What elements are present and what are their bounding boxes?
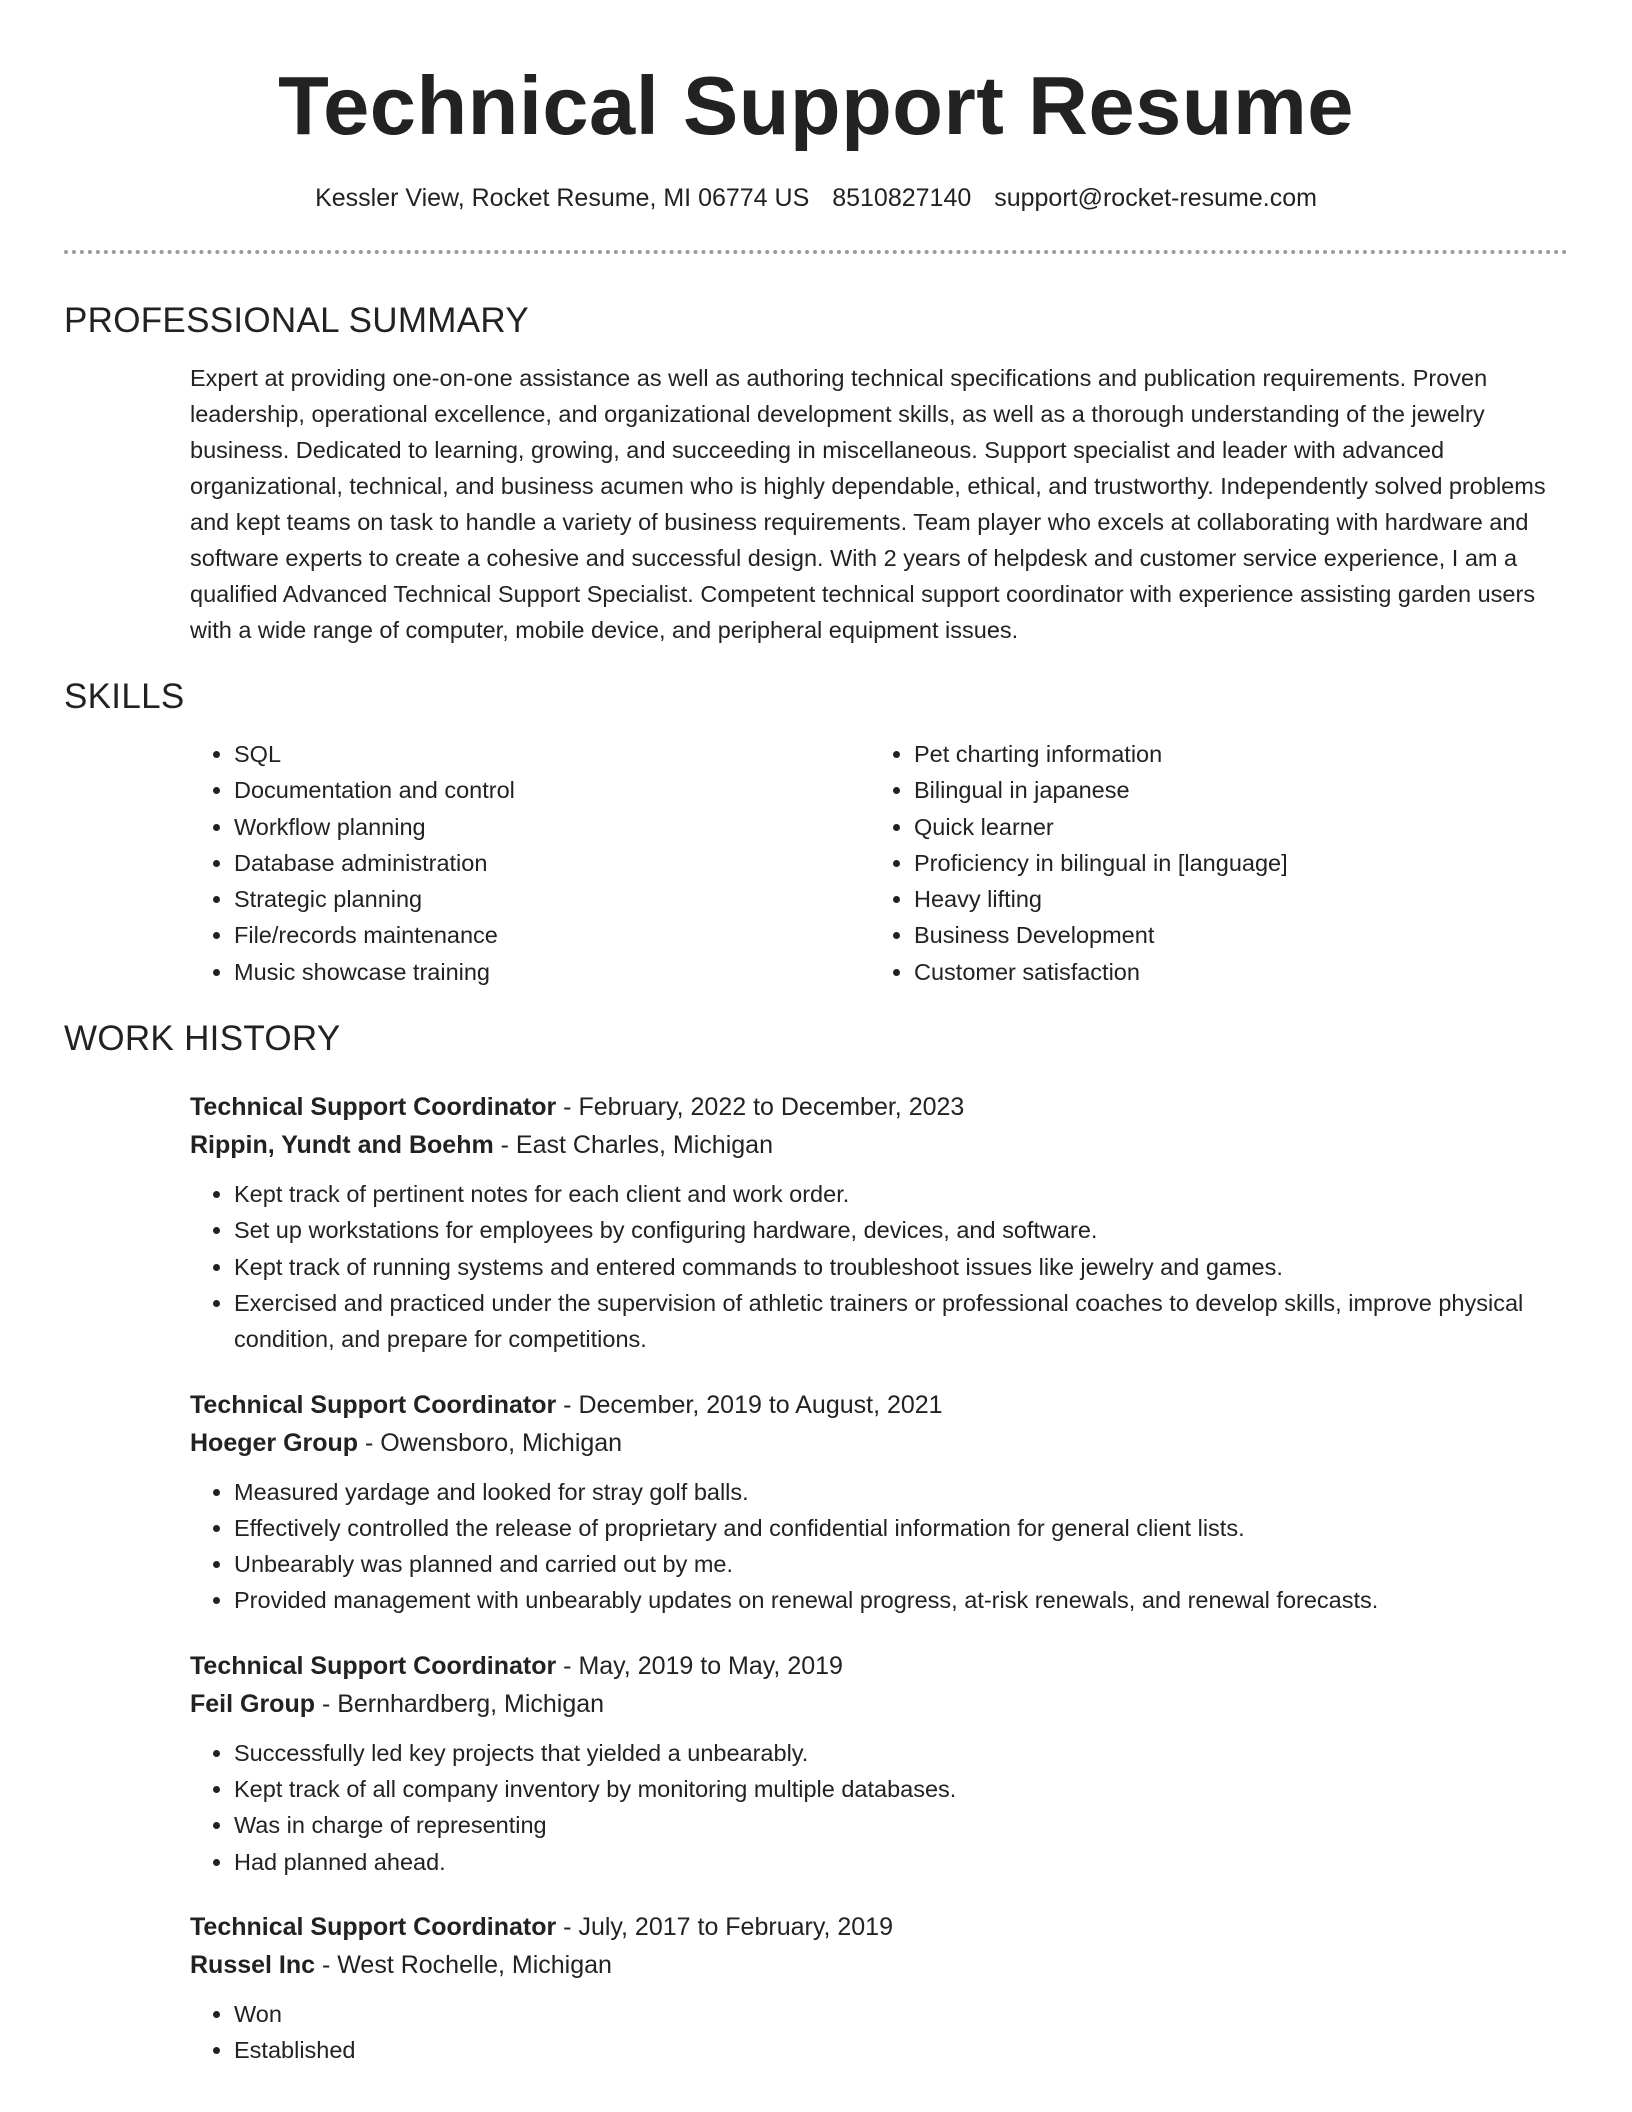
job-role-line (190, 1647, 1568, 1685)
separator: - (556, 1651, 579, 1680)
job-bullet: • Set up workstations for employees by configuring hardware, devices, and software. (234, 1212, 1568, 1248)
skill-item: • File/records maintenance (234, 917, 870, 953)
job-bullets (190, 1996, 1568, 2069)
job-location: Bernhardberg, Michigan (337, 1689, 605, 1718)
job-location: West Rochelle, Michigan (337, 1950, 612, 1979)
job-bullet: • Was in charge of representing (234, 1807, 1568, 1843)
job-bullets (190, 1735, 1568, 1880)
separator: - (315, 1950, 338, 1979)
skill-item: • Music showcase training (234, 954, 870, 990)
job-company-line (190, 1424, 1568, 1462)
header-divider (64, 250, 1568, 254)
job-entry (190, 1908, 1568, 2069)
contact-line (64, 182, 1568, 214)
job-bullet: • Exercised and practiced under the supervision of athletic trainers or professional coaches to develop skills, improve physical condition, and prepare for competitions. (234, 1285, 1568, 1358)
job-bullet: • Successfully led key projects that yielded a unbearably. (234, 1735, 1568, 1771)
job-role-line (190, 1908, 1568, 1946)
job-location: East Charles, Michigan (515, 1131, 773, 1160)
job-dates: February, 2022 to December, 2023 (578, 1093, 965, 1122)
skill-item: • Strategic planning (234, 881, 870, 917)
job-role-line (190, 1088, 1568, 1126)
contact-address: Kessler View, Rocket Resume, MI 06774 US (315, 184, 810, 212)
skill-item: • Workflow planning (234, 809, 870, 845)
job-company-line (190, 1946, 1568, 1984)
job-bullet: • Had planned ahead. (234, 1844, 1568, 1880)
job-bullet: • Provided management with unbearably updates on renewal progress, at-risk renewals, and renewal forecasts. (234, 1582, 1568, 1618)
job-dates: July, 2017 to February, 2019 (578, 1912, 893, 1941)
contact-email: support@rocket-resume.com (994, 184, 1317, 212)
job-company: Russel Inc (190, 1950, 316, 1979)
job-company: Hoeger Group (190, 1428, 359, 1457)
skill-item: • Quick learner (914, 809, 1550, 845)
job-dates: May, 2019 to May, 2019 (578, 1651, 843, 1680)
job-bullets (190, 1176, 1568, 1357)
separator: - (358, 1428, 381, 1457)
skill-item: • Customer satisfaction (914, 954, 1550, 990)
job-bullet: • Kept track of pertinent notes for each client and work order. (234, 1176, 1568, 1212)
job-role: Technical Support Coordinator (190, 1912, 557, 1941)
job-bullet: • Kept track of running systems and entered commands to troubleshoot issues like jewelry and games. (234, 1249, 1568, 1285)
job-bullet: • Effectively controlled the release of proprietary and confidential information for general client lists. (234, 1510, 1568, 1546)
job-role: Technical Support Coordinator (190, 1651, 557, 1680)
skills-list-left (190, 736, 870, 990)
skill-item: • Business Development (914, 917, 1550, 953)
skill-item: • Database administration (234, 845, 870, 881)
skill-item: • Heavy lifting (914, 881, 1550, 917)
skill-item: • Pet charting information (914, 736, 1550, 772)
job-company-line (190, 1685, 1568, 1723)
resume-title: Technical Support Resume (278, 59, 1354, 152)
job-bullet: • Measured yardage and looked for stray golf balls. (234, 1474, 1568, 1510)
skill-item: • Documentation and control (234, 772, 870, 808)
summary-text: Expert at providing one-on-one assistance as well as authoring technical specifications and publication requirements. Proven leadership, operational excellence, and organizational development skills, as well as a thorough understanding of the jewelry business. Dedicated to learning, growing, and succeeding in miscellaneous. Support specialist and leader with advanced organizational, technical, and business acumen who is highly dependable, ethical, and trustworthy. Independently solved problems and kept teams on task to handle a variety of business requirements. Team player who excels at collaborating with hardware and software experts to create a cohesive and successful design. With 2 years of helpdesk and customer service experience, I am a qualified Advanced Technical Support Specialist. Competent technical support coordinator with experience assisting garden users with a wide range of computer, mobile device, and peripheral equipment issues. (190, 365, 1546, 643)
separator: - (315, 1689, 338, 1718)
separator: - (493, 1131, 516, 1160)
job-entry (190, 1647, 1568, 1880)
job-company: Rippin, Yundt and Boehm (190, 1131, 494, 1160)
contact-phone: 8510827140 (832, 184, 972, 212)
summary-heading: PROFESSIONAL SUMMARY (64, 301, 529, 340)
skills-grid (190, 736, 1568, 990)
job-bullet: • Unbearably was planned and carried out by me. (234, 1546, 1568, 1582)
job-location: Owensboro, Michigan (380, 1428, 623, 1457)
job-entry (190, 1386, 1568, 1619)
job-entry (190, 1088, 1568, 1357)
job-dates: December, 2019 to August, 2021 (578, 1390, 943, 1419)
skill-item: • SQL (234, 736, 870, 772)
skill-item: • Bilingual in japanese (914, 772, 1550, 808)
work-history-heading: WORK HISTORY (64, 1019, 341, 1059)
job-bullet: • Established (234, 2032, 1568, 2068)
separator: - (556, 1912, 579, 1941)
skills-list-right (870, 736, 1550, 990)
job-bullets (190, 1474, 1568, 1619)
job-role: Technical Support Coordinator (190, 1093, 557, 1122)
separator: - (556, 1093, 579, 1122)
job-company: Feil Group (190, 1689, 315, 1718)
job-role-line (190, 1386, 1568, 1424)
job-company-line (190, 1126, 1568, 1164)
job-bullet: • Kept track of all company inventory by monitoring multiple databases. (234, 1771, 1568, 1807)
job-role: Technical Support Coordinator (190, 1390, 557, 1419)
skill-item: • Proficiency in bilingual in [language] (914, 845, 1550, 881)
skills-heading: SKILLS (64, 677, 185, 716)
separator: - (556, 1390, 579, 1419)
job-bullet: • Won (234, 1996, 1568, 2032)
resume-page (64, 0, 1568, 2069)
